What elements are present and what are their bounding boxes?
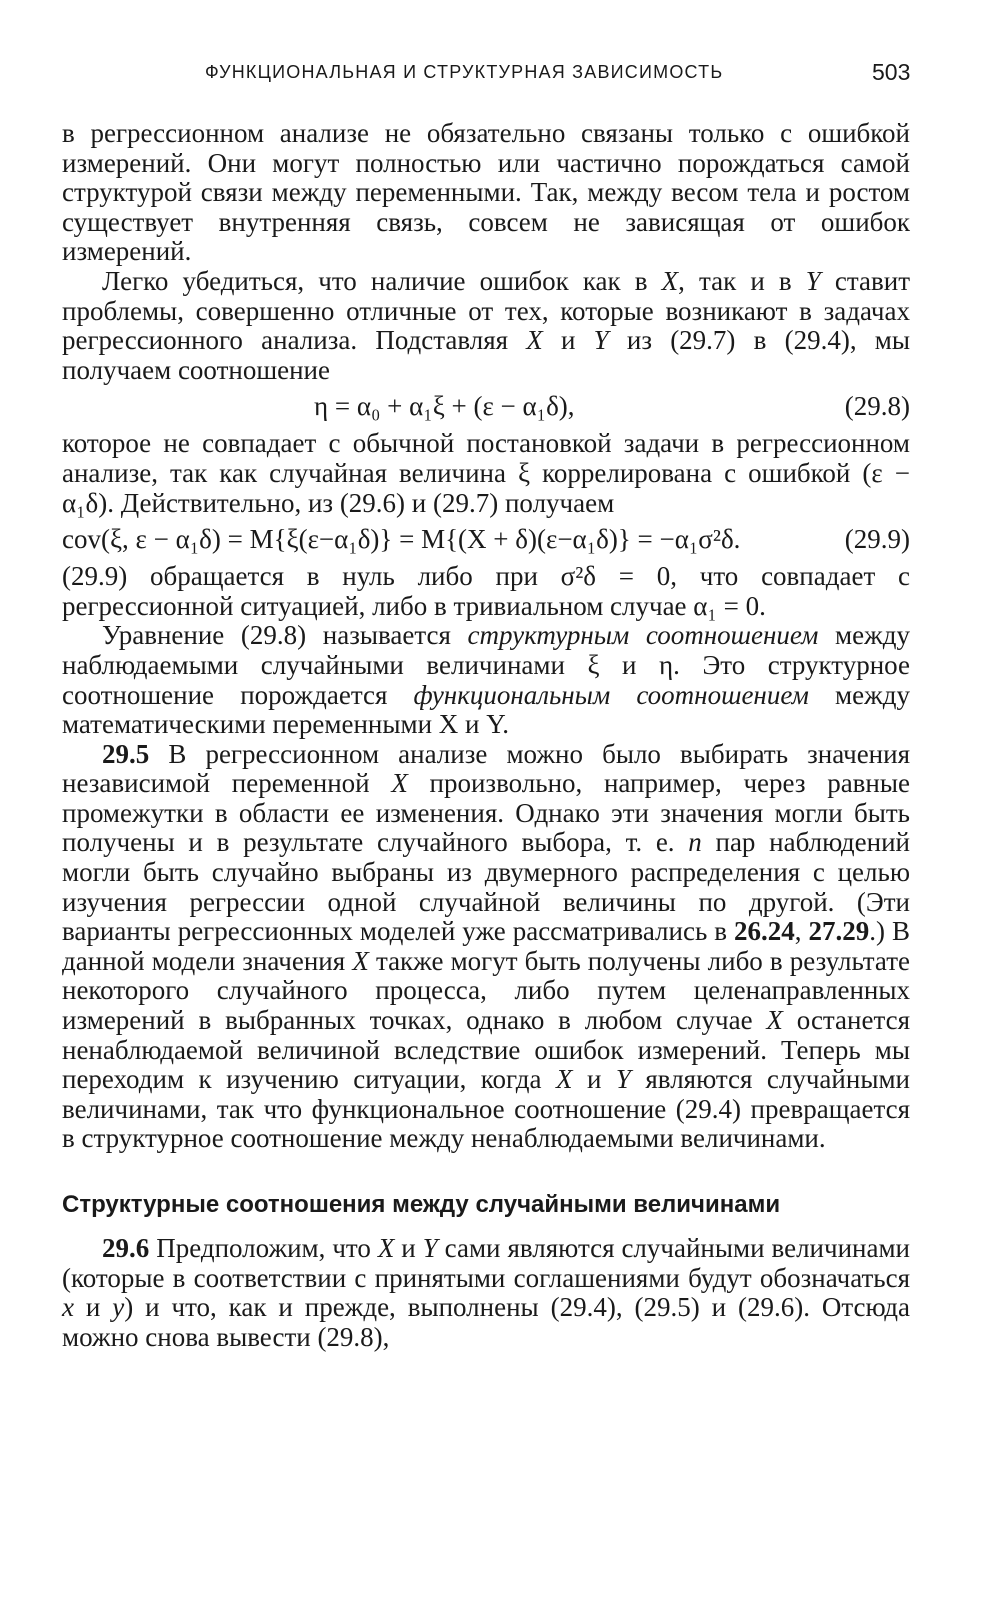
paragraph-5: Уравнение (29.8) называется структурным соотношением между наблюдаемыми случайными величинами ξ и η. Это структурное соотношение порождается функциональным соотношением между математическими переменными X и Y. bbox=[62, 620, 911, 740]
paragraph-3: которое не совпадает с обычной постановкой задачи в регрессионном анализе, так как случайная величина ξ коррелирована с ошибкой (ε − α₁δ). Действительно, из (29.6) и (29.7) получаем bbox=[62, 428, 910, 518]
paragraph-4: (29.9) обращается в нуль либо при σ²δ = 0, что совпадает с регрессионной ситуацией, либо в тривиальном случае α₁ = 0. bbox=[62, 561, 910, 621]
running-title: ФУНКЦИОНАЛЬНАЯ И СТРУКТУРНАЯ ЗАВИСИМОСТЬ bbox=[205, 62, 724, 82]
paragraph-1: в регрессионном анализе не обязательно связаны только с ошибкой измерений. Они могут полностью или частично порождаться самой структурой связи между переменными. Так, между весом тела и ростом существует внутренняя связь, совсем не зависящая от ошибок измерений. bbox=[62, 118, 910, 267]
paragraph-7: 29.6 Предположим, что X и Y сами являются случайными величинами (которые в соответствии с принятыми соглашениями будут обозначаться x и y) и что, как и прежде, выполнены (29.4), (29.5) и (29.6). Отсюда можно снова вывести (29.8), bbox=[62, 1233, 910, 1352]
paragraph-6: 29.5 В регрессионном анализе можно было выбирать значения независимой переменной X произвольно, например, через равные промежутки в области ее изменения. Однако эти значения могли быть получены и в результате случайного выбора, т. е. n пар наблюдений могли быть случайно выбраны из двумерного распределения с целью изучения регрессии одной случайной величины по другой. (Эти варианты регрессионных моделей уже рассматривались в 26.24, 27.29.) В данной модели значения X также могут быть получены либо в результате некоторого случайного процесса, либо путем целенаправленных измерений в выбранных точках, однако в любом случае X останется ненаблюдаемой величиной вследствие ошибок измерений. Теперь мы переходим к изучению ситуации, когда X и Y являются случайными величинами, так что функциональное соотношение (29.4) превращается в структурное соотношение между ненаблюдаемыми величинами. bbox=[62, 738, 911, 1154]
equation-number: (29.8) bbox=[844, 391, 910, 422]
section-heading: Структурные соотношения между случайными величинами bbox=[62, 1191, 781, 1218]
equation-expression: cov(ξ, ε − α₁δ) = M{ξ(ε−α₁δ)} = M{(X + δ)(ε−α₁δ)} = −α₁σ²δ. bbox=[62, 524, 741, 555]
equation-number: (29.9) bbox=[844, 524, 910, 555]
page-body bbox=[62, 119, 910, 1352]
page-number: 503 bbox=[872, 59, 911, 85]
equation-29-9 bbox=[62, 518, 910, 562]
paragraph-2: Легко убедиться, что наличие ошибок как в X, так и в Y ставит проблемы, совершенно отличные от тех, которые возникают в задачах регрессионного анализа. Подставляя X и Y из (29.7) в (29.4), мы получаем соотношение bbox=[62, 265, 911, 385]
equation-29-8 bbox=[62, 385, 910, 429]
equation-expression: η = α₀ + α₁ξ + (ε − α₁δ), bbox=[314, 391, 575, 422]
